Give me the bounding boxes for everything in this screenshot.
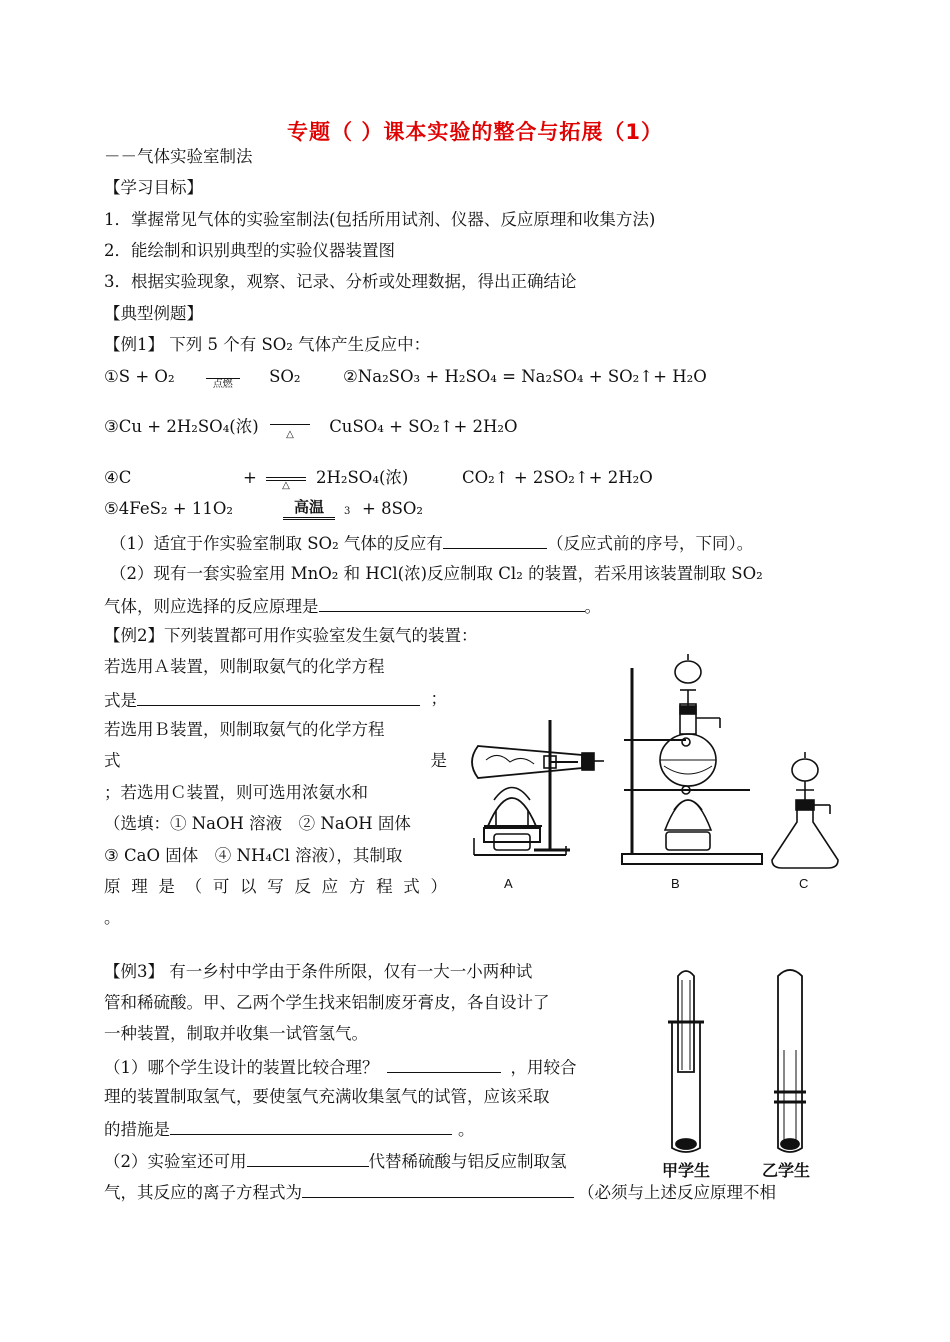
ex1-q2-text-a: 气体，则应选择的反应原理是 [104,597,319,616]
r1-right: SO₂ [269,367,301,386]
page-title: 专题（ ）课本实验的整合与拓展（1） [287,120,663,144]
r4-condition-text: △ [282,480,290,491]
label-yi-student: 乙学生 [762,1161,811,1180]
goals-heading: 【学习目标】 [104,178,203,197]
ex2-l2-text-b: ； [430,689,447,708]
reaction-5-condition [283,495,335,520]
ex3-line8 [104,1179,776,1205]
reaction-3 [104,415,518,439]
ex3-line4 [104,1054,577,1080]
r3-condition-text: △ [286,429,294,440]
apparatus-figure [454,650,854,900]
ex3-l6-text-b: 。 [458,1120,475,1139]
r5-condition-text: 高温 [283,497,335,520]
ex3-line3: 一种装置，制取并收集一试管氢气。 [104,1024,368,1043]
ex2-line1: 若选用Ａ装置，则制取氨气的化学方程 [104,657,385,676]
ex2-line4 [104,749,447,773]
ex1-intro: 【例1】 下列 5 个有 SO₂ 气体产生反应中： [104,335,431,354]
ex2-intro: 【例2】下列装置都可用作实验室发生氨气的装置： [104,626,478,645]
subtitle: －－气体实验室制法 [104,147,253,166]
ex3-l8-text-a: 气，其反应的离子方程式为 [104,1183,302,1202]
goal-item-3: 3．根据实验现象，观察、记录、分析或处理数据，得出正确结论 [104,272,577,291]
label-c: C [799,876,809,891]
ex3-line1: 【例3】 有一乡村中学由于条件所限，仅有一大一小两种试 [104,962,533,981]
label-jia-student: 甲学生 [662,1161,711,1180]
reaction-4-mid: 2H₂SO₄(浓) [316,468,409,487]
ex3-l8-text-b: （必须与上述反应原理不相 [578,1183,776,1202]
ex2-a-equation-blank[interactable] [137,687,420,706]
reaction-4-condition [266,466,306,490]
goal-item-1: 1．掌握常见气体的实验室制法(包括所用试剂、仪器、反应原理和收集方法) [104,210,656,229]
reaction-1 [104,365,301,389]
label-a: A [504,876,513,891]
ex3-q1-measure-blank[interactable] [170,1116,452,1135]
ex3-l6-text-a: 的措施是 [104,1120,170,1139]
examples-heading: 【典型例题】 [104,304,203,323]
test-tube-figure [650,962,850,1162]
ex3-q2-substitute-blank[interactable] [247,1148,369,1167]
ex3-l4-text-a: （1）哪个学生设计的装置比较合理？ [104,1058,379,1077]
ex1-q2-text-b: 。 [584,597,601,616]
ex1-q1-text-b: （反应式前的序号，下同）。 [546,534,754,553]
ex3-q1-answer-blank[interactable] [387,1054,501,1073]
apparatus-b [622,654,762,864]
ex1-q2-line2 [104,593,601,619]
ex3-line5: 理的装置制取氢气，要使氢气充满收集氢气的试管，应该采取 [104,1087,550,1106]
reaction-5-sub: 3 [344,506,351,517]
ex2-line3: 若选用Ｂ装置，则制取氨气的化学方程 [104,720,385,739]
goal-item-2: 2．能绘制和识别典型的实验仪器装置图 [104,241,395,260]
ex2-line2 [104,687,447,713]
r1-condition-text: 点燃 [212,379,233,390]
r3-right: CuSO₄ + SO₂↑+ 2H₂O [329,417,518,436]
ex1-q1-text-a: （1）适宜于作实验室制取 SO₂ 气体的反应有 [110,534,443,553]
ex3-l4-text-b: ，用较合 [510,1058,577,1077]
ex2-l4-text-a: 式 [104,751,121,770]
ex3-line6 [104,1116,475,1142]
ex3-line7 [104,1148,567,1174]
reaction-5-right: + 8SO₂ [362,499,424,518]
reaction-2: ②Na₂SO₃ + H₂SO₄ = Na₂SO₄ + SO₂↑+ H₂O [343,367,707,386]
ex2-line8: 原理是（可以写反应方程式） [104,877,447,896]
ex1-q2-line1: （2）现有一套实验室用 MnO₂ 和 HCl(浓)反应制取 Cl₂ 的装置，若采用该装置制取 SO₂ [110,564,763,583]
reaction-4-right: CO₂↑ + 2SO₂↑+ 2H₂O [462,468,653,487]
ex1-q1-answer-blank[interactable] [443,530,547,549]
label-b: B [671,876,680,891]
tube-yi [774,970,806,1152]
reaction-4-plus: + [243,468,257,487]
apparatus-a [472,720,604,858]
ex1-q2-answer-blank[interactable] [319,593,585,612]
tube-jia [668,971,704,1152]
ex2-line9: 。 [104,908,121,927]
apparatus-c [772,752,838,868]
ex2-line7: ③ CaO 固体 ④ NH₄Cl 溶液），其制取 [104,846,403,865]
r3-left: ③Cu + 2H₂SO₄(浓) [104,417,259,436]
ex3-l7-text-b: 代替稀硫酸与铝反应制取氢 [368,1152,567,1171]
ex3-q2-ionic-equation-blank[interactable] [302,1179,574,1198]
reaction-5-left: ⑤4FeS₂ + 11O₂ [104,499,233,518]
ex3-l7-text-a: （2）实验室还可用 [104,1152,247,1171]
ex2-line5: ；若选用Ｃ装置，则可选用浓氨水和 [104,783,368,802]
ex2-line6: （选填：① NaOH 溶液 ② NaOH 固体 [104,814,411,833]
ex2-l4-text-b: 是 [430,751,447,770]
ex3-line2: 管和稀硫酸。甲、乙两个学生找来铝制废牙膏皮，各自设计了 [104,993,550,1012]
r1-left: ①S + O₂ [104,367,175,386]
reaction-4-left: ④C [104,468,132,487]
ex1-q1 [110,530,753,556]
ex2-l2-text-a: 式是 [104,691,137,710]
